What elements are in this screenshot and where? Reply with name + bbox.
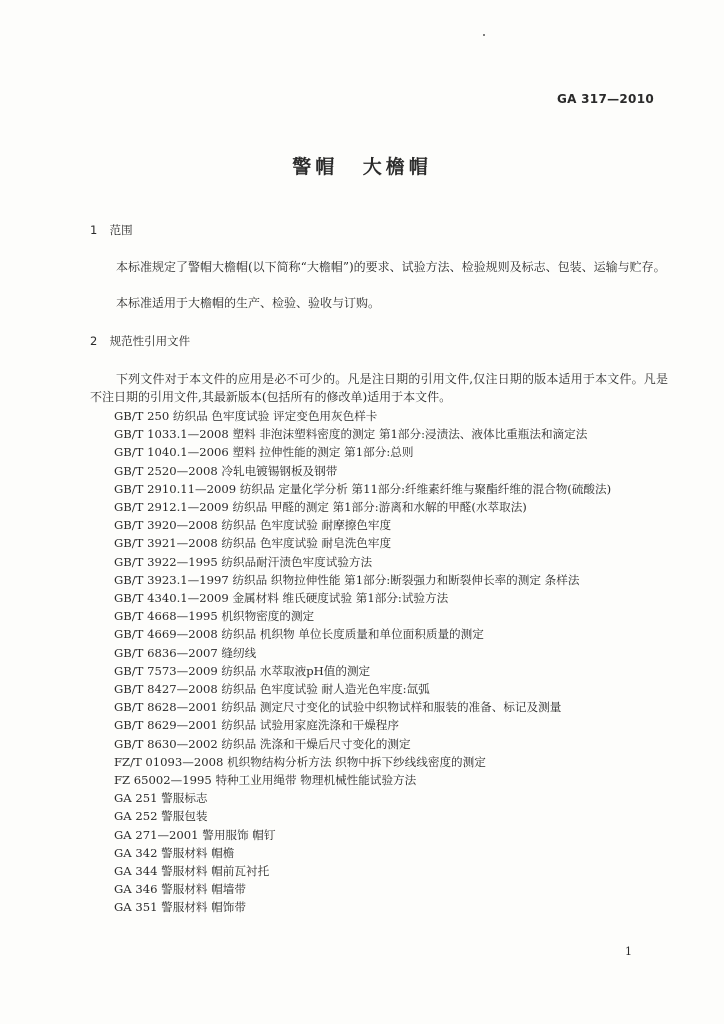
scope-paragraph: 本标准适用于大檐帽的生产、检验、验收与订购。 bbox=[116, 296, 381, 310]
reference-item: GB/T 1040.1—2006 塑料 拉伸性能的测定 第1部分:总则 bbox=[114, 445, 414, 460]
reference-item: GA 344 警服材料 帽前瓦衬托 bbox=[114, 864, 270, 879]
reference-item: GB/T 4669—2008 纺织品 机织物 单位长度质量和单位面积质量的测定 bbox=[114, 627, 484, 642]
reference-item: GB/T 3921—2008 纺织品 色牢度试验 耐皂洗色牢度 bbox=[114, 536, 392, 551]
scan-speck bbox=[483, 34, 485, 36]
reference-item: GA 251 警服标志 bbox=[114, 791, 208, 806]
reference-item: GB/T 2912.1—2009 纺织品 甲醛的测定 第1部分:游离和水解的甲醛(水萃取法) bbox=[114, 500, 527, 515]
reference-item: GA 271—2001 警用服饰 帽钉 bbox=[114, 827, 276, 842]
reference-item: GA 351 警服材料 帽饰带 bbox=[114, 900, 246, 915]
reference-item: GA 342 警服材料 帽檐 bbox=[114, 845, 235, 860]
reference-item: GB/T 4668—1995 机织物密度的测定 bbox=[114, 609, 315, 624]
page-number: 1 bbox=[625, 945, 632, 958]
reference-item: GA 346 警服材料 帽墙带 bbox=[114, 882, 246, 897]
section-heading-normative-references bbox=[90, 333, 190, 349]
section-number: 2 bbox=[90, 334, 98, 348]
reference-item: GB/T 6836—2007 缝纫线 bbox=[114, 645, 257, 660]
reference-item: GB/T 2910.11—2009 纺织品 定量化学分析 第11部分:纤维素纤维与聚酯纤维的混合物(硫酸法) bbox=[114, 481, 612, 496]
reference-item: GB/T 3923.1—1997 纺织品 织物拉伸性能 第1部分:断裂强力和断裂伸长率的测定 条样法 bbox=[114, 572, 580, 587]
section-title: 规范性引用文件 bbox=[109, 334, 191, 348]
reference-item: GB/T 8629—2001 纺织品 试验用家庭洗涤和干燥程序 bbox=[114, 718, 399, 733]
reference-item: GB/T 8630—2002 纺织品 洗涤和干燥后尺寸变化的测定 bbox=[114, 736, 411, 751]
reference-item: GB/T 8427—2008 纺织品 色牢度试验 耐人造光色牢度:氙弧 bbox=[114, 682, 430, 697]
reference-item: FZ/T 01093—2008 机织物结构分析方法 织物中拆下纱线线密度的测定 bbox=[114, 754, 486, 769]
reference-item: GB/T 4340.1—2009 金属材料 维氏硬度试验 第1部分:试验方法 bbox=[114, 591, 449, 606]
section-number: 1 bbox=[90, 223, 98, 237]
reference-item: GB/T 2520—2008 冷轧电镀锡钢板及钢带 bbox=[114, 463, 338, 478]
reference-item: GB/T 250 纺织品 色牢度试验 评定变色用灰色样卡 bbox=[114, 409, 378, 423]
document-title: 警帽 大檐帽 bbox=[292, 156, 432, 178]
standard-number: GA 317—2010 bbox=[556, 92, 654, 106]
reference-item: GA 252 警服包装 bbox=[114, 809, 208, 824]
reference-item: GB/T 3922—1995 纺织品耐汗渍色牢度试验方法 bbox=[114, 554, 373, 569]
section-heading-scope bbox=[90, 222, 133, 238]
reference-item: FZ 65002—1995 特种工业用绳带 物理机械性能试验方法 bbox=[114, 773, 417, 788]
reference-list bbox=[90, 407, 668, 917]
section-title: 范围 bbox=[109, 223, 133, 237]
reference-item: GB/T 7573—2009 纺织品 水萃取液pH值的测定 bbox=[114, 663, 371, 678]
scope-paragraph: 本标准规定了警帽大檐帽(以下简称“大檐帽”)的要求、试验方法、检验规则及标志、包装、运输与贮存。 bbox=[116, 260, 666, 274]
reference-item: GB/T 1033.1—2008 塑料 非泡沫塑料密度的测定 第1部分:浸渍法、液体比重瓶法和滴定法 bbox=[114, 427, 588, 442]
references-intro-paragraph: 下列文件对于本文件的应用是必不可少的。凡是注日期的引用文件,仅注日期的版本适用于本文件。凡是不注日期的引用文件,其最新版本(包括所有的修改单)适用于本文件。 bbox=[90, 372, 668, 404]
reference-item: GB/T 3920—2008 纺织品 色牢度试验 耐摩擦色牢度 bbox=[114, 518, 392, 533]
reference-item: GB/T 8628—2001 纺织品 测定尺寸变化的试验中织物试样和服装的准备、标记及测量 bbox=[114, 700, 562, 715]
